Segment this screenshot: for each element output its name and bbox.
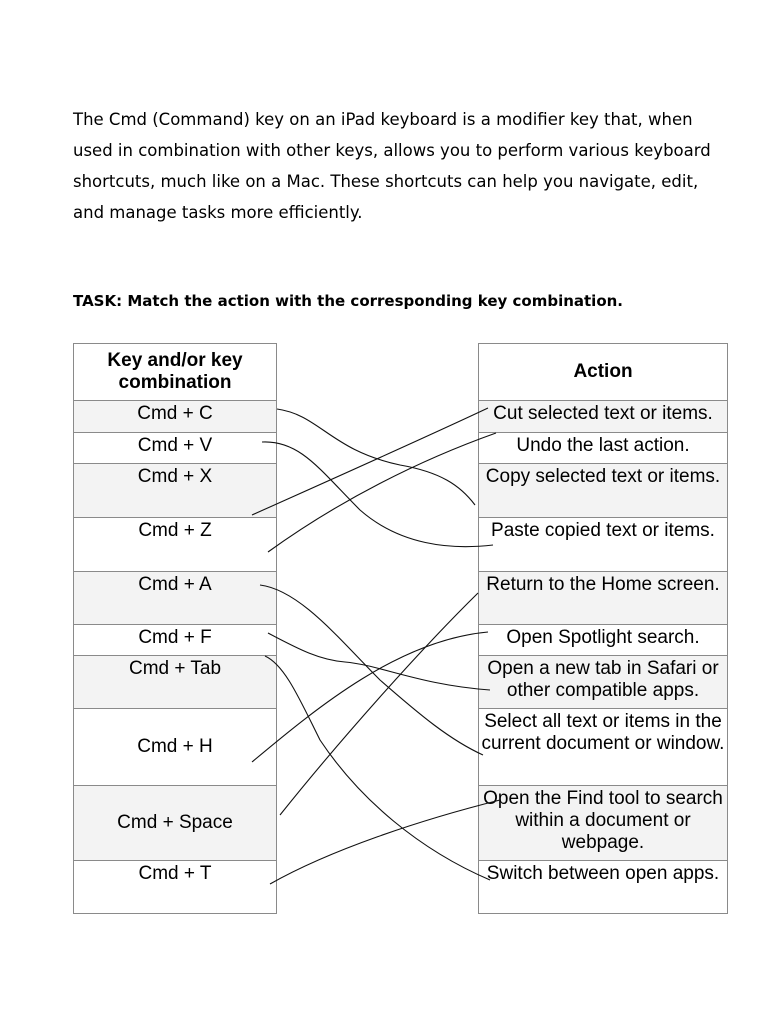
- action-cell: Copy selected text or items.: [479, 464, 727, 518]
- match-line-cmd-v: [262, 442, 493, 547]
- key-column: [73, 343, 277, 914]
- action-cell: Open Spotlight search.: [479, 625, 727, 656]
- action-cell: Open the Find tool to search within a document or webpage.: [479, 786, 727, 861]
- match-line-cmd-t: [270, 800, 500, 884]
- action-cell: Switch between open apps.: [479, 861, 727, 914]
- key-cell: Cmd + C: [74, 401, 276, 433]
- key-cell: Cmd + F: [74, 625, 276, 656]
- key-cell: Cmd + Z: [74, 518, 276, 572]
- key-cell: Cmd + Tab: [74, 656, 276, 709]
- key-cell: Cmd + V: [74, 433, 276, 464]
- action-cell: Undo the last action.: [479, 433, 727, 464]
- action-column-header: Action: [479, 344, 727, 401]
- action-cell: Select all text or items in the current document or window.: [479, 709, 727, 786]
- match-line-cmd-z: [268, 433, 496, 552]
- match-line-cmd-c: [277, 409, 475, 505]
- task-instruction: TASK: Match the action with the corresponding key combination.: [73, 292, 624, 310]
- action-column: [478, 343, 728, 914]
- match-line-cmd-f: [268, 633, 490, 690]
- action-cell: Cut selected text or items.: [479, 401, 727, 433]
- action-cell: Open a new tab in Safari or other compatible apps.: [479, 656, 727, 709]
- key-cell: Cmd + T: [74, 861, 276, 914]
- match-line-cmd-space: [280, 593, 478, 815]
- key-cell: Cmd + H: [74, 709, 276, 786]
- intro-paragraph: The Cmd (Command) key on an iPad keyboard is a modifier key that, when used in combination with other keys, allows you to perform various keyboard shortcuts, much like on a Mac. These shortcuts can help you navigate, edit, and manage tasks more efficiently.: [73, 110, 711, 222]
- key-cell: Cmd + Space: [74, 786, 276, 861]
- key-cell: Cmd + A: [74, 572, 276, 625]
- action-cell: Return to the Home screen.: [479, 572, 727, 625]
- action-cell: Paste copied text or items.: [479, 518, 727, 572]
- match-line-cmd-h: [252, 632, 488, 762]
- match-line-cmd-x: [252, 408, 488, 515]
- key-column-header: Key and/or key combination: [74, 344, 276, 401]
- match-line-cmd-a: [260, 585, 483, 755]
- match-line-cmd-tab: [265, 656, 490, 880]
- key-cell: Cmd + X: [74, 464, 276, 518]
